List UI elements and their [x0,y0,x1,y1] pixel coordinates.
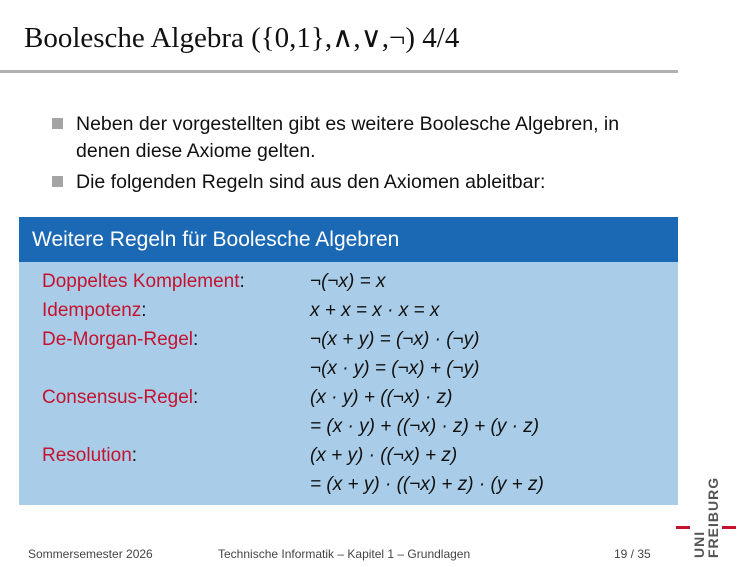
rule-label: Idempotenz: [42,300,147,321]
rule-formula: x + x = x · x = x [310,300,440,321]
footer-page-number: 19 / 35 [614,547,651,561]
bullet-list [52,111,652,200]
bullet-text: Die folgenden Regeln sind aus den Axiomen ableitbar: [76,171,546,193]
rule-formula: ¬(x + y) = (¬x) · (¬y) [310,329,480,350]
rule-formula: ¬(x · y) = (¬x) + (¬y) [310,358,480,379]
rules-block [19,217,678,505]
block-heading: Weitere Regeln für Boolesche Algebren [19,217,678,262]
bullet-item [52,111,652,165]
rule-label: Doppeltes Komplement: [42,271,245,292]
bullet-text: Neben der vorgestellten gibt es weitere Boolesche Algebren, in denen diese Axiome gelten. [76,113,620,162]
footer-course: Technische Informatik – Kapitel 1 – Grundlagen [218,547,471,561]
rule-label: Consensus-Regel: [42,387,199,408]
rule-formula: ¬(¬x) = x [310,271,386,292]
square-bullet-icon [52,176,63,187]
logo-accent-bar-left [676,526,690,529]
rule-formula: (x · y) + ((¬x) · z) [310,387,453,408]
logo-city-text: FREIBURG [705,476,721,558]
square-bullet-icon [52,118,63,129]
rule-label: De-Morgan-Regel: [42,329,199,350]
logo-accent-bar-right [722,526,736,529]
logo-uni-text: UNI [691,530,707,558]
title-divider [0,70,678,73]
slide-title: Boolesche Algebra ({0,1},∧,∨,¬) 4/4 [24,22,460,54]
rule-formula: = (x + y) · ((¬x) + z) · (y + z) [310,474,544,495]
university-logo [676,474,736,560]
rule-formula: (x + y) · ((¬x) + z) [310,445,458,466]
rule-label: Resolution: [42,445,138,466]
rule-formula: = (x · y) + ((¬x) · z) + (y · z) [310,416,540,437]
bullet-item [52,169,652,196]
footer-semester: Sommersemester 2026 [28,547,153,561]
